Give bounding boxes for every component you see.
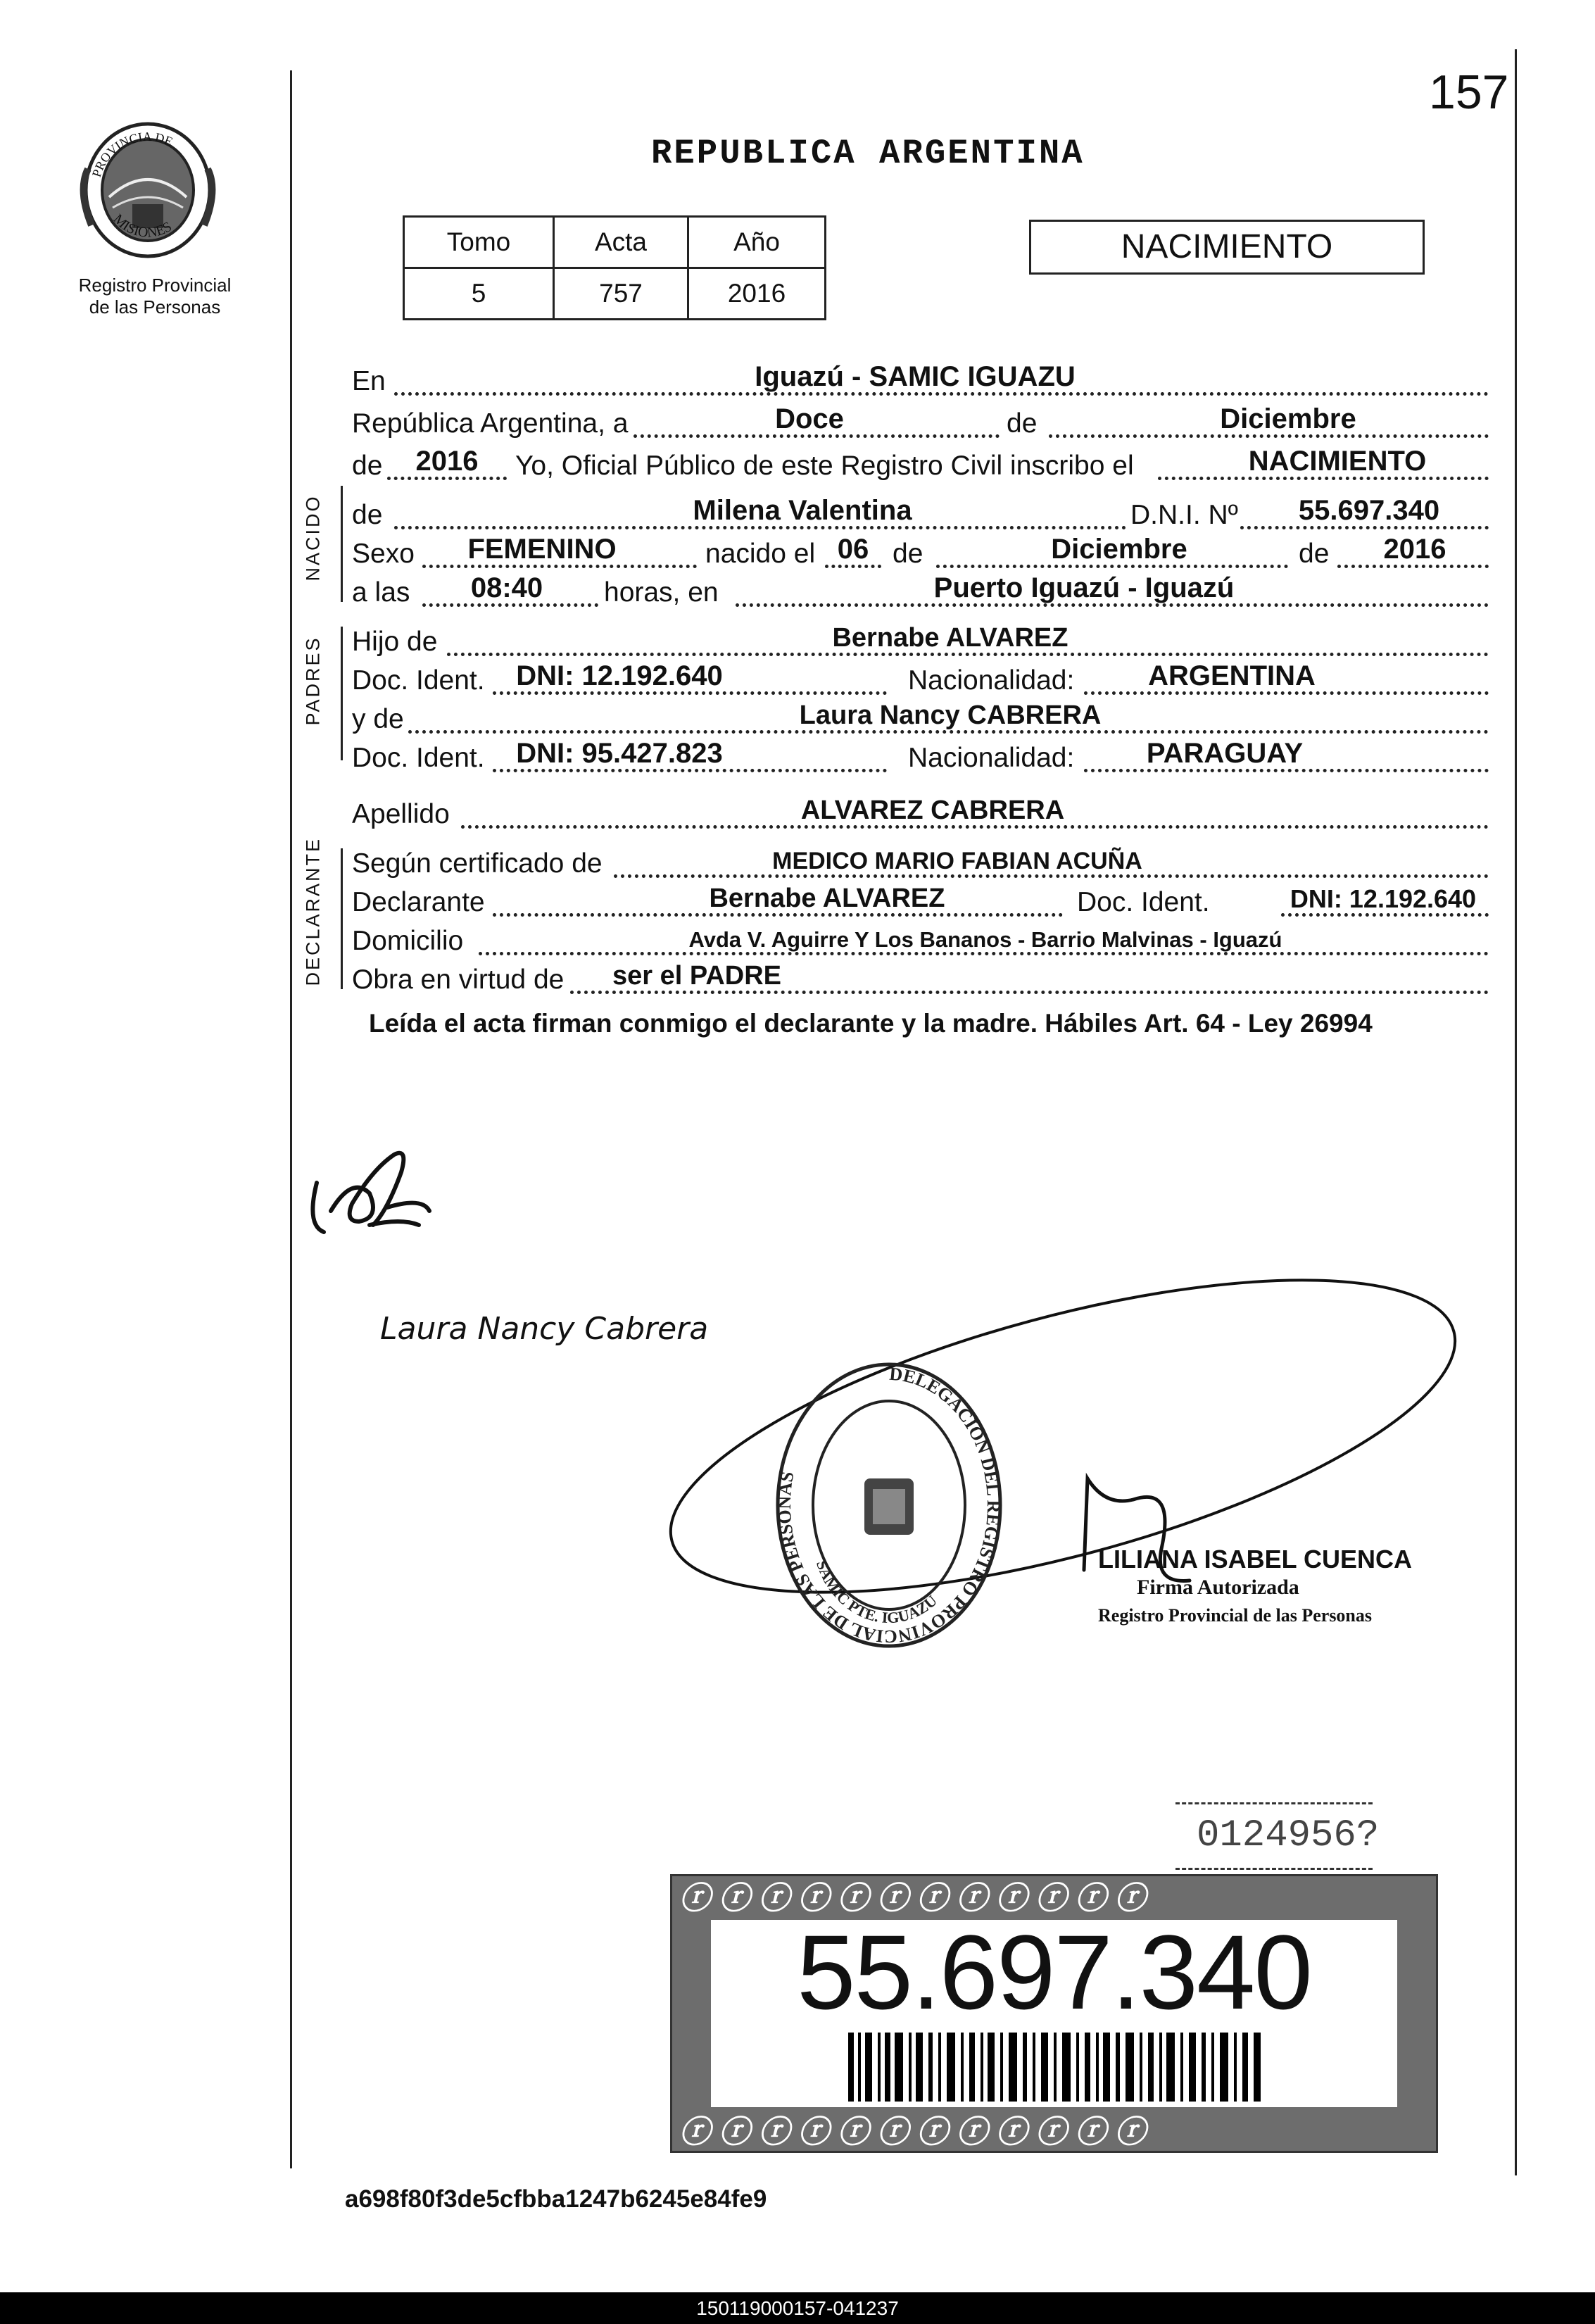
table-value-anio: 2016 [688,268,826,320]
row-hora [352,570,1489,613]
svg-text:ⓡ ⓡ ⓡ ⓡ ⓡ ⓡ ⓡ ⓡ ⓡ ⓡ ⓡ ⓡ: ⓡ ⓡ ⓡ ⓡ ⓡ ⓡ ⓡ ⓡ ⓡ ⓡ ⓡ ⓡ [679,2115,1146,2149]
value-anio: 2016 [415,446,479,477]
label-y-de: y de [352,704,404,734]
value-domicilio: Avda V. Aguirre Y Los Bananos - Barrio Malvinas - Iguazú [688,927,1282,952]
official-name: LILIANA ISABEL CUENCA [1098,1545,1413,1574]
table-header-tomo: Tomo [404,217,554,268]
row-padre [352,620,1489,662]
official-stamp-icon [773,1355,1005,1651]
official-block [1098,1545,1412,1630]
document-hash: a698f80f3de5cfbba1247b6245e84fe9 [345,2185,767,2213]
row-inscripcion [352,444,1489,486]
row-obra [352,957,1489,1000]
row-domicilio [352,919,1489,961]
logo-caption-line1: Registro Provincial [78,275,232,296]
value-dia-nac: 06 [837,534,869,565]
official-stamp [773,1355,1005,1654]
svg-text:ⓡ ⓡ ⓡ ⓡ ⓡ ⓡ ⓡ ⓡ ⓡ ⓡ ⓡ ⓡ: ⓡ ⓡ ⓡ ⓡ ⓡ ⓡ ⓡ ⓡ ⓡ ⓡ ⓡ ⓡ [679,1881,1146,1916]
side-label-nacido: NACIDO [302,494,324,582]
table-header-anio: Año [688,217,826,268]
value-apellido: ALVAREZ CABRERA [800,796,1065,825]
footer-code: 150119000157-041237 [696,2297,899,2319]
logo-caption-line2: de las Personas [89,296,221,318]
row-nombre [352,493,1489,535]
official-role: Firma Autorizada [1137,1576,1299,1599]
label-nacionalidad-padre: Nacionalidad: [908,665,1075,696]
label-de-year: de [352,451,383,481]
label-obra-en-virtud: Obra en virtud de [352,965,565,995]
record-table [403,215,826,320]
value-acto: NACIMIENTO [1248,446,1427,477]
right-margin-line [1515,49,1517,2175]
value-nombre: Milena Valentina [693,495,912,526]
logo-ring-bottom-text: MISIONES [110,211,175,241]
label-doc-ident-padre: Doc. Ident. [352,665,485,696]
table-header-acta: Acta [554,217,688,268]
label-doc-ident-madre: Doc. Ident. [352,743,485,773]
row-certificado [352,841,1489,884]
document-title: REPUBLICA ARGENTINA [651,134,1085,173]
value-anio-nac: 2016 [1383,534,1446,565]
mother-signature: Laura Nancy Cabrera [380,1311,709,1347]
label-yo-oficial: Yo, Oficial Público de este Registro Civil inscribo el [515,451,1134,481]
row-doc-padre [352,658,1489,701]
value-dni-declarante: DNI: 12.192.640 [1290,884,1477,913]
declarant-signature-icon [303,1141,472,1246]
value-mes-nac: Diciembre [1051,534,1187,565]
declarante-bracket [341,848,343,989]
row-sexo [352,532,1489,574]
side-label-declarante: DECLARANTE [302,836,324,986]
value-dni-nacido: 55.697.340 [1298,495,1440,526]
official-office: Registro Provincial de las Personas [1098,1605,1373,1626]
record-table-value-row [404,268,826,320]
row-doc-madre [352,736,1489,778]
stamp-inner-text: SAMIC PTE. IGUAZU [812,1557,940,1627]
table-value-tomo: 5 [404,268,554,320]
row-apellido [352,792,1489,834]
value-lugar: Iguazú - SAMIC IGUAZU [755,361,1076,392]
value-declarante: Bernabe ALVAREZ [709,884,945,913]
label-a-las: a las [352,577,410,608]
table-value-acta: 757 [554,268,688,320]
label-de2: de [893,539,923,569]
label-en: En [352,366,386,396]
label-nacido-el: nacido el [705,539,816,569]
barcode-label [670,1874,1438,2153]
value-sexo: FEMENINO [467,534,617,565]
row-madre [352,697,1489,739]
row-lugar [352,359,1489,401]
closing-text: Leída el acta firman conmigo el declarante y la madre. Hábiles Art. 64 - Ley 26994 [369,1009,1373,1038]
label-de-name: de [352,500,383,530]
label-doc-ident-declarante: Doc. Ident. [1077,887,1210,917]
page-number: 157 [1429,65,1509,119]
label-sexo: Sexo [352,539,415,569]
control-number-box [1175,1802,1380,1870]
label-hijo-de: Hijo de [352,627,438,657]
province-logo [77,120,218,260]
label-horas-en: horas, en [604,577,719,608]
control-number: 0124956? [1197,1814,1380,1857]
label-apellido: Apellido [352,799,450,829]
logo-caption [67,275,243,318]
value-dia-letras: Doce [775,403,844,434]
value-dni-madre: DNI: 95.427.823 [516,738,723,769]
side-label-padres: PADRES [302,636,324,726]
row-declarante [352,880,1489,922]
nacido-bracket [341,486,343,602]
value-lugar-nac: Puerto Iguazú - Iguazú [933,572,1235,603]
dotted-line [1281,913,1489,917]
value-nac-padre: ARGENTINA [1148,660,1316,691]
footer-bar [0,2292,1595,2324]
label-nacionalidad-madre: Nacionalidad: [908,743,1075,773]
province-seal-icon [77,120,218,260]
logo-ring-top-text: PROVINCIA DE [89,129,175,179]
value-obra: ser el PADRE [612,961,782,991]
value-madre: Laura Nancy CABRERA [799,701,1102,730]
value-mes: Diciembre [1220,403,1356,434]
record-table-header-row [404,217,826,268]
value-dni-padre: DNI: 12.192.640 [516,660,723,691]
value-padre: Bernabe ALVAREZ [832,623,1068,653]
barcode-icon [848,2033,1263,2102]
row-fecha [352,401,1489,444]
declarant-signature [303,1141,472,1250]
value-hora: 08:40 [470,572,543,603]
padres-bracket [341,627,343,760]
label-domicilio: Domicilio [352,926,464,956]
barcode-label-inner [711,1913,1397,2107]
label-de: de [1007,408,1038,439]
label-segun-certificado: Según certificado de [352,848,603,879]
left-margin-line [290,70,292,2168]
label-dni: D.N.I. Nº [1130,500,1238,530]
barcode-number: 55.697.340 [797,1913,1311,2031]
label-republica: República Argentina, a [352,408,629,439]
stamp-outer-text: DELEGACION DEL REGISTRO PROVINCIAL DE LAS PERSONAS [774,1363,1004,1647]
label-declarante: Declarante [352,887,485,917]
value-nac-madre: PARAGUAY [1146,738,1304,769]
label-de3: de [1299,539,1330,569]
document-type-box: NACIMIENTO [1029,220,1425,275]
value-certificado: MEDICO MARIO FABIAN ACUÑA [772,848,1142,874]
